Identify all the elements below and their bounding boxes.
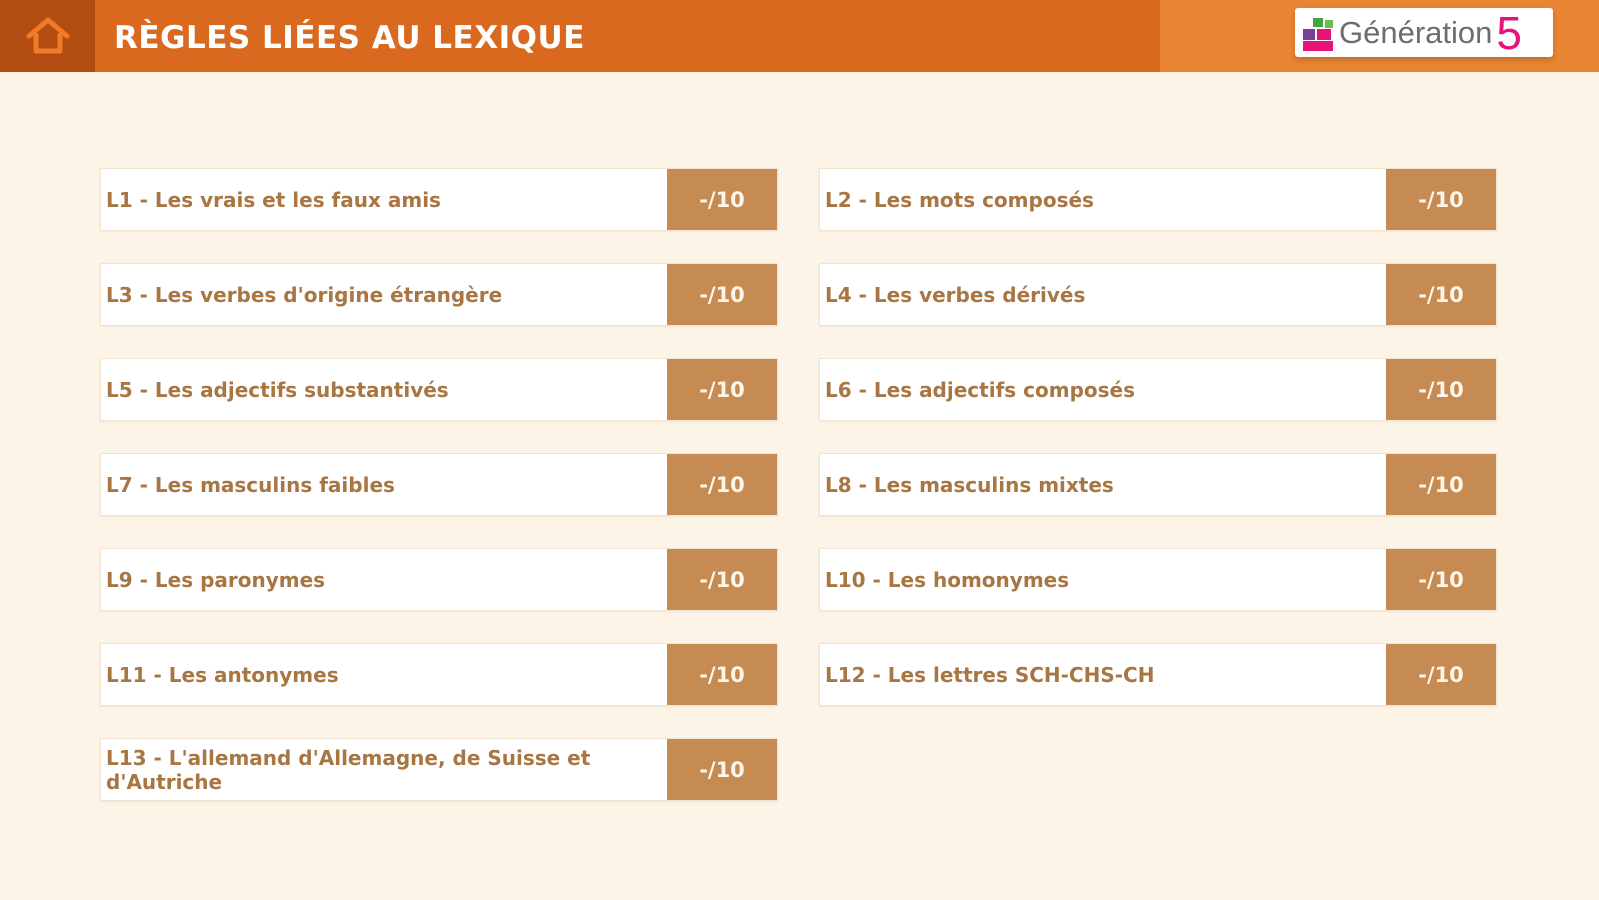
lesson-item-l10[interactable] [819, 548, 1497, 611]
lesson-label: L6 - Les adjectifs composés [825, 377, 1135, 402]
lesson-label: L12 - Les lettres SCH-CHS-CH [825, 662, 1155, 687]
lesson-label: L7 - Les masculins faibles [106, 472, 395, 497]
lesson-score: -/10 [667, 169, 777, 230]
page-title: RÈGLES LIÉES AU LEXIQUE [114, 20, 585, 56]
lesson-item-l11[interactable] [100, 643, 778, 706]
lesson-item-l6[interactable] [819, 358, 1497, 421]
lesson-score: -/10 [667, 264, 777, 325]
lesson-item-l5[interactable] [100, 358, 778, 421]
home-icon [25, 16, 71, 56]
lesson-score: -/10 [667, 359, 777, 420]
lesson-score: -/10 [667, 454, 777, 515]
lesson-label: L9 - Les paronymes [106, 567, 326, 592]
lesson-label: L10 - Les homonymes [825, 567, 1070, 592]
lesson-score: -/10 [1386, 264, 1496, 325]
lesson-label: L8 - Les masculins mixtes [825, 472, 1114, 497]
lesson-label: L1 - Les vrais et les faux amis [106, 187, 441, 212]
logo-mark-icon [1303, 14, 1337, 52]
logo-text: Génération [1339, 14, 1493, 50]
lesson-score: -/10 [1386, 549, 1496, 610]
lesson-label: L4 - Les verbes dérivés [825, 282, 1086, 307]
lesson-score: -/10 [667, 549, 777, 610]
lesson-score: -/10 [1386, 644, 1496, 705]
app-header [0, 0, 1599, 72]
lesson-score: -/10 [1386, 359, 1496, 420]
lesson-label: L11 - Les antonymes [106, 662, 339, 687]
home-button[interactable] [0, 0, 95, 72]
lesson-label: L2 - Les mots composés [825, 187, 1094, 212]
lesson-item-l12[interactable] [819, 643, 1497, 706]
lesson-score: -/10 [667, 739, 777, 800]
lesson-item-l3[interactable] [100, 263, 778, 326]
logo-number: 5 [1496, 6, 1522, 59]
lesson-item-l7[interactable] [100, 453, 778, 516]
lesson-item-l8[interactable] [819, 453, 1497, 516]
lesson-score: -/10 [1386, 454, 1496, 515]
lesson-item-l1[interactable] [100, 168, 778, 231]
lesson-item-l9[interactable] [100, 548, 778, 611]
lesson-item-l4[interactable] [819, 263, 1497, 326]
generation5-logo [1295, 8, 1553, 57]
lesson-item-l13[interactable] [100, 738, 778, 801]
lesson-score: -/10 [667, 644, 777, 705]
lesson-label: L3 - Les verbes d'origine étrangère [106, 282, 503, 307]
lesson-label: L13 - L'allemand d'Allemagne, de Suisse et d'Autriche [106, 745, 591, 794]
lesson-score: -/10 [1386, 169, 1496, 230]
lesson-item-l2[interactable] [819, 168, 1497, 231]
lesson-label: L5 - Les adjectifs substantivés [106, 377, 449, 402]
